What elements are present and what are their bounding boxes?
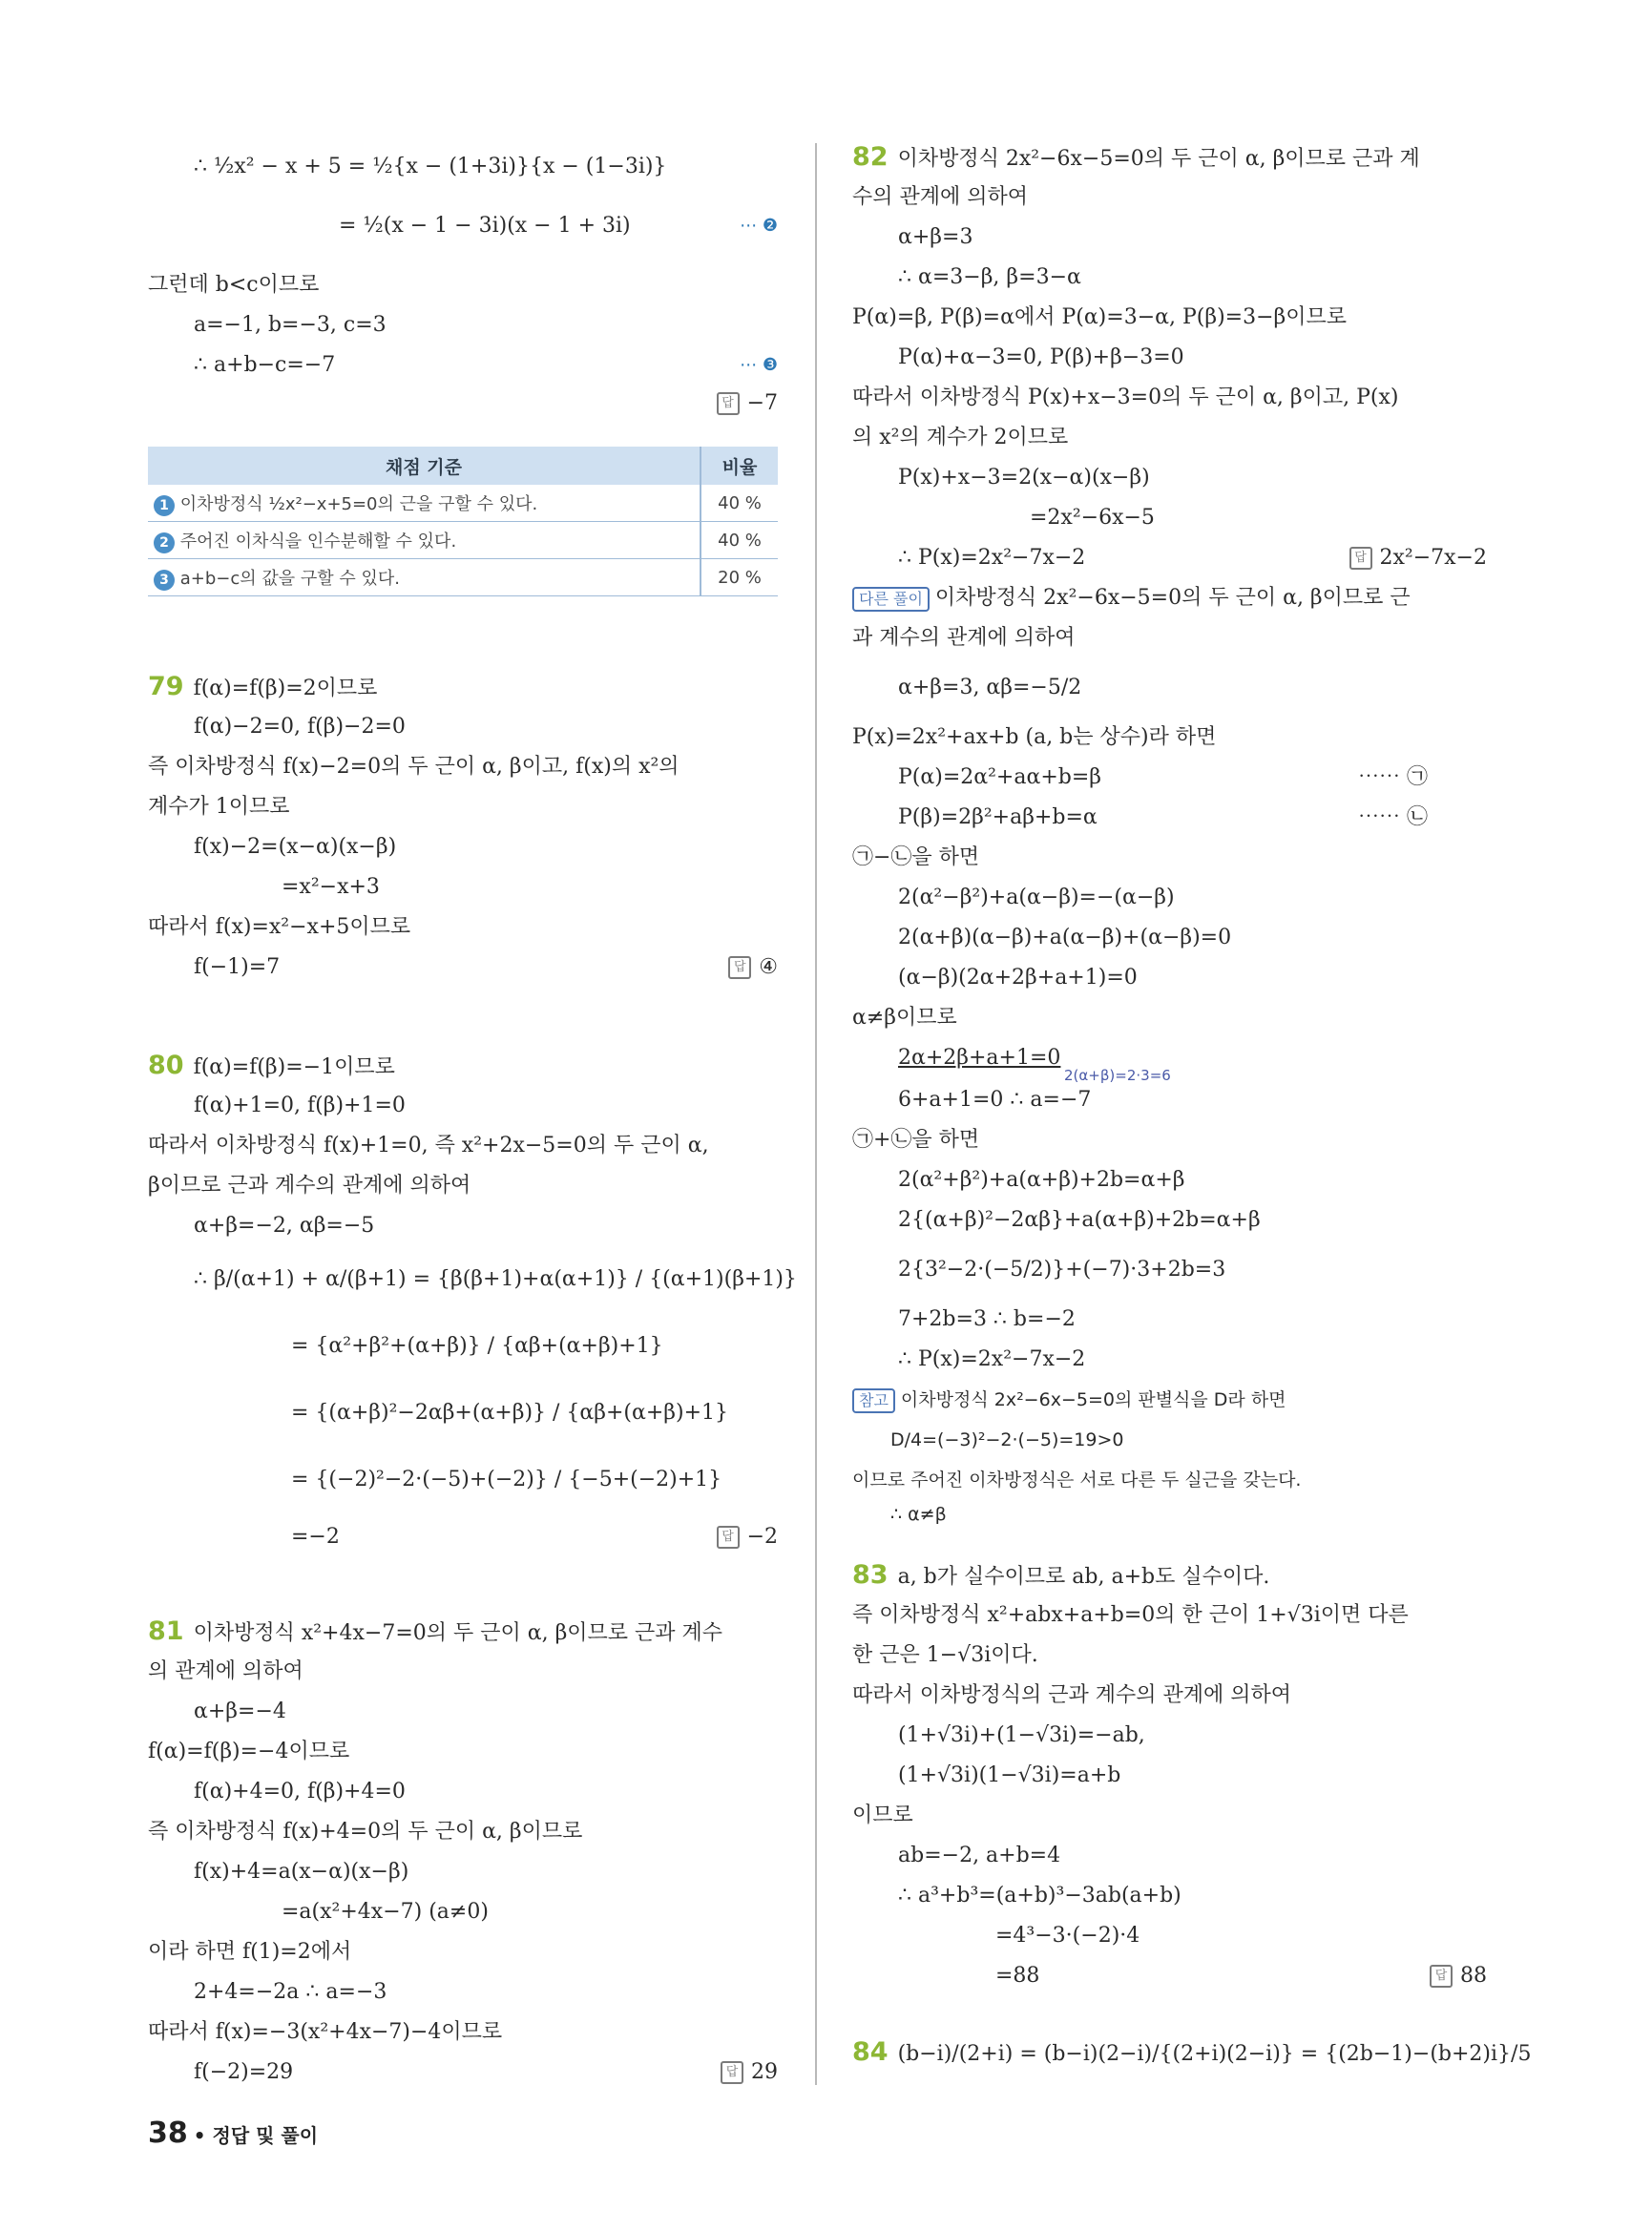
answer-line <box>717 389 778 418</box>
eq-line: = {(α+β)²−2αβ+(α+β)} / {αβ+(α+β)+1} <box>291 1401 729 1425</box>
grading-header-row <box>148 447 778 485</box>
step-marker: ⋯ ❸ <box>740 355 778 375</box>
text-line: 따라서 이차방정식 f(x)+1=0, 즉 x²+2x−5=0의 두 근이 α, <box>148 1134 709 1157</box>
answer-line <box>721 2058 778 2087</box>
eq-line: ∴ ½x² − x + 5 = ½{x − (1+3i)}{x − (1−3i)} <box>194 155 667 178</box>
table-row <box>148 485 778 522</box>
eq-line: (1+√3i)+(1−√3i)=−ab, <box>898 1723 1145 1747</box>
eq-marker: ⋯⋯ ㉠ <box>1358 765 1428 789</box>
eq-line: α+β=3, αβ=−5/2 <box>898 676 1082 699</box>
text-line: 즉 이차방정식 x²+abx+a+b=0의 한 근이 1+√3i이면 다른 <box>852 1603 1409 1627</box>
problem-79-line <box>148 673 778 703</box>
grading-header-ratio: 비율 <box>701 447 778 485</box>
footer-label: • 정답 및 풀이 <box>193 2124 319 2147</box>
eq-line: 2{(α+β)²−2αβ}+a(α+β)+2b=α+β <box>898 1208 1261 1232</box>
eq-line: f(x)+4=a(x−α)(x−β) <box>194 1860 409 1884</box>
eq-line: 2(α²+β²)+a(α+β)+2b=α+β <box>898 1168 1185 1192</box>
text-line: ㉠+㉡을 하면 <box>852 1128 980 1152</box>
eq-line: P(α)+α−3=0, P(β)+β−3=0 <box>898 345 1184 369</box>
eq-line: =a(x²+4x−7) (a≠0) <box>282 1900 489 1924</box>
eq-line: f(α)+4=0, f(β)+4=0 <box>194 1780 406 1804</box>
answer-line <box>1349 544 1488 573</box>
table-row <box>148 559 778 596</box>
text-line: P(x)=2x²+ax+b (a, b는 상수)라 하면 <box>852 725 1217 749</box>
text-line: 즉 이차방정식 f(x)+4=0의 두 근이 α, β이므로 <box>148 1820 583 1844</box>
annotation: 2(α+β)=2·3=6 <box>1064 1067 1171 1084</box>
answer-icon: 답 <box>717 392 740 415</box>
eq-line: 2α+2β+a+1=0 <box>898 1046 1061 1070</box>
answer-value: 88 <box>1460 1964 1487 1988</box>
answer-value: 29 <box>751 2060 778 2084</box>
problem-number: 79 <box>148 672 184 701</box>
reference-tag: 참고 <box>852 1388 895 1413</box>
grading-table <box>148 447 778 596</box>
ratio-cell: 20 % <box>701 559 778 596</box>
text-line: 이므로 주어진 이차방정식은 서로 다른 두 실근을 갖는다. <box>852 1470 1302 1491</box>
answer-line <box>728 953 778 982</box>
criterion-text: 주어진 이차식을 인수분해할 수 있다. <box>179 531 457 552</box>
text-line: β이므로 근과 계수의 관계에 의하여 <box>148 1174 471 1198</box>
eq-line: ∴ α=3−β, β=3−α <box>898 265 1081 289</box>
text: 이차방정식 2x²−6x−5=0의 두 근이 α, β이므로 근과 계 <box>897 147 1420 171</box>
eq-line: ∴ P(x)=2x²−7x−2 <box>898 1347 1086 1371</box>
answer-value: 2x²−7x−2 <box>1379 546 1487 570</box>
answer-value: −2 <box>746 1525 778 1549</box>
eq-line: ∴ α≠β <box>890 1504 947 1525</box>
ratio-cell: 40 % <box>701 522 778 559</box>
eq-line: P(x)+x−3=2(x−α)(x−β) <box>898 466 1150 490</box>
eq-line: f(α)+1=0, f(β)+1=0 <box>194 1094 406 1117</box>
eq-line: ∴ a+b−c=−7 <box>194 353 336 377</box>
problem-84-line <box>852 2037 1532 2069</box>
answer-icon: 답 <box>1349 547 1372 570</box>
eq-line: (1+√3i)(1−√3i)=a+b <box>898 1763 1121 1787</box>
problem-83-line <box>852 1561 1487 1592</box>
eq-line: f(−1)=7 <box>194 955 281 979</box>
text-line: 그런데 b<c이므로 <box>148 273 320 297</box>
criterion-text: a+b−c의 값을 구할 수 있다. <box>179 568 400 589</box>
answer-value: −7 <box>746 391 778 415</box>
eq-line: ∴ P(x)=2x²−7x−2 <box>898 546 1086 570</box>
answer-icon: 답 <box>728 956 751 979</box>
answer-icon: 답 <box>717 1526 740 1549</box>
text-line: 의 x²의 계수가 2이므로 <box>852 426 1069 449</box>
column-divider <box>815 143 817 2085</box>
criterion-text: 이차방정식 ½x²−x+5=0의 근을 구할 수 있다. <box>179 493 538 514</box>
eq-line: =88 <box>995 1964 1040 1988</box>
text: 이차방정식 2x²−6x−5=0의 두 근이 α, β이므로 근 <box>934 586 1411 610</box>
eq-line: α+β=−4 <box>194 1699 286 1723</box>
eq-line: =x²−x+3 <box>282 875 380 899</box>
step-number-icon: 1 <box>154 495 175 516</box>
eq-line: f(α)−2=0, f(β)−2=0 <box>194 715 406 739</box>
problem-number: 81 <box>148 1616 184 1646</box>
answer-line <box>717 1523 778 1552</box>
problem-number: 80 <box>148 1051 184 1080</box>
eq-line: ∴ β/(α+1) + α/(β+1) = {β(β+1)+α(α+1)} / {(α+1)(β+1)} <box>194 1267 797 1291</box>
eq-line: 2(α²−β²)+a(α−β)=−(α−β) <box>898 886 1175 909</box>
eq-line: ab=−2, a+b=4 <box>898 1844 1061 1867</box>
text-line: 따라서 f(x)=−3(x²+4x−7)−4이므로 <box>148 2020 503 2044</box>
eq-line: =2x²−6x−5 <box>1030 506 1155 530</box>
eq-line: f(−2)=29 <box>194 2060 294 2084</box>
step-number-icon: 2 <box>154 532 175 553</box>
text-line: 수의 관계에 의하여 <box>852 185 1029 209</box>
problem-80-line <box>148 1052 778 1082</box>
text-line: 과 계수의 관계에 의하여 <box>852 626 1076 650</box>
text-line: 이므로 <box>852 1804 913 1827</box>
reference-line <box>852 1386 1487 1414</box>
text: 이차방정식 2x²−6x−5=0의 판별식을 D라 하면 <box>900 1389 1286 1410</box>
answer-icon: 답 <box>1430 1965 1453 1988</box>
page-number: 38 <box>148 2116 188 2150</box>
text: f(α)=f(β)=−1이므로 <box>193 1055 395 1079</box>
eq-line: (α−β)(2α+2β+a+1)=0 <box>898 966 1138 990</box>
step-number-icon: 3 <box>154 570 175 591</box>
text-line: 즉 이차방정식 f(x)−2=0의 두 근이 α, β이고, f(x)의 x²의 <box>148 755 680 779</box>
text-line: 따라서 이차방정식의 근과 계수의 관계에 의하여 <box>852 1683 1292 1707</box>
eq-line: α+β=−2, αβ=−5 <box>194 1214 375 1238</box>
eq-line: 2(α+β)(α−β)+a(α−β)+(α−β)=0 <box>898 926 1232 949</box>
eq-line: 2+4=−2a ∴ a=−3 <box>194 1980 387 2004</box>
problem-number: 83 <box>852 1560 889 1590</box>
text: 이차방정식 x²+4x−7=0의 두 근이 α, β이므로 근과 계수 <box>193 1621 723 1645</box>
ratio-cell: 40 % <box>701 485 778 522</box>
eq-line: α+β=3 <box>898 225 973 249</box>
alt-solution-tag: 다른 풀이 <box>852 587 930 612</box>
text: f(α)=f(β)=2이므로 <box>193 677 378 700</box>
eq-marker: ⋯⋯ ㉡ <box>1358 805 1428 829</box>
text-line: 이라 하면 f(1)=2에서 <box>148 1940 352 1964</box>
eq-line: f(x)−2=(x−α)(x−β) <box>194 835 397 859</box>
problem-number: 84 <box>852 2037 889 2067</box>
eq-line: = ½(x − 1 − 3i)(x − 1 + 3i) <box>339 214 631 238</box>
problem-number: 82 <box>852 142 889 172</box>
eq-line: 7+2b=3 ∴ b=−2 <box>898 1307 1076 1331</box>
page-footer <box>148 2116 318 2150</box>
text-line: 한 근은 1−√3i이다. <box>852 1643 1038 1667</box>
grading-header-criterion: 채점 기준 <box>148 447 701 485</box>
answer-line <box>1430 1962 1487 1991</box>
text-line: 따라서 이차방정식 P(x)+x−3=0의 두 근이 α, β이고, P(x) <box>852 386 1399 409</box>
alt-solution-line <box>852 584 1487 613</box>
eq-line: ∴ a³+b³=(a+b)³−3ab(a+b) <box>898 1884 1181 1908</box>
eq-line: =−2 <box>291 1525 340 1549</box>
problem-81-line <box>148 1617 778 1648</box>
text-line: f(α)=f(β)=−4이므로 <box>148 1740 350 1763</box>
eq-line: a=−1, b=−3, c=3 <box>194 313 387 337</box>
eq-line: 2{3²−2·(−5/2)}+(−7)·3+2b=3 <box>898 1258 1226 1282</box>
eq-line: D/4=(−3)²−2·(−5)=19>0 <box>890 1429 1124 1450</box>
eq-line: P(β)=2β²+aβ+b=α <box>898 805 1098 829</box>
eq-line: = {α²+β²+(α+β)} / {αβ+(α+β)+1} <box>291 1334 663 1358</box>
problem-82-line <box>852 143 1487 174</box>
text-line: 계수가 1이므로 <box>148 795 290 819</box>
eq-line: = {(−2)²−2·(−5)+(−2)} / {−5+(−2)+1} <box>291 1468 722 1491</box>
text-line: 따라서 f(x)=x²−x+5이므로 <box>148 915 411 939</box>
answer-icon: 답 <box>721 2061 743 2084</box>
text: (b−i)/(2+i) = (b−i)(2−i)/{(2+i)(2−i)} = {(2b−1)−(b+2)i}/5 <box>897 2042 1532 2066</box>
eq-line: P(α)=2α²+aα+b=β <box>898 765 1102 789</box>
step-marker: ⋯ ❷ <box>740 216 778 236</box>
text-line: α≠β이므로 <box>852 1006 957 1030</box>
text: a, b가 실수이므로 ab, a+b도 실수이다. <box>897 1565 1270 1589</box>
text-line: P(α)=β, P(β)=α에서 P(α)=3−α, P(β)=3−β이므로 <box>852 305 1347 329</box>
text-line: 의 관계에 의하여 <box>148 1659 303 1683</box>
answer-value: ④ <box>759 955 778 979</box>
eq-line: 6+a+1=0 ∴ a=−7 <box>898 1088 1092 1112</box>
table-row <box>148 522 778 559</box>
eq-line: =4³−3·(−2)·4 <box>995 1924 1140 1948</box>
text-line: ㉠−㉡을 하면 <box>852 845 980 869</box>
